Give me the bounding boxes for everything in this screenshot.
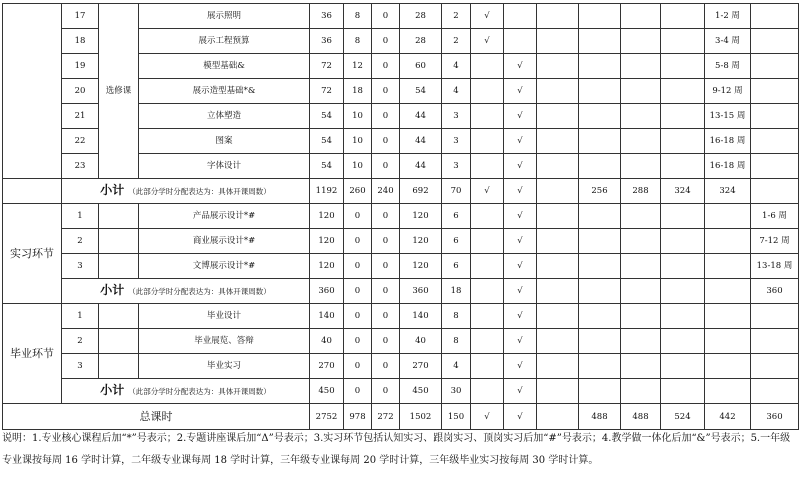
subtotal-empty xyxy=(661,379,705,404)
value-credits: 6 xyxy=(442,254,471,279)
value-test: √ xyxy=(504,104,537,129)
semester-cell xyxy=(621,54,661,79)
row-number: 2 xyxy=(62,329,99,354)
value-c1: 8 xyxy=(344,4,372,29)
subtotal-empty xyxy=(705,279,751,304)
semester-cell xyxy=(621,154,661,179)
semester-cell xyxy=(661,4,705,29)
subtotal-empty xyxy=(621,279,661,304)
grand-total-s6: 360 xyxy=(751,404,799,430)
value-c2: 0 xyxy=(372,54,400,79)
value-credits: 2 xyxy=(442,29,471,54)
value-test: √ xyxy=(504,329,537,354)
value-c2: 0 xyxy=(372,104,400,129)
semester-cell xyxy=(579,104,621,129)
value-c1: 10 xyxy=(344,129,372,154)
subtotal-exam: √ xyxy=(471,179,504,204)
semester-cell xyxy=(705,354,751,379)
semester-cell xyxy=(621,104,661,129)
semester-cell xyxy=(579,304,621,329)
value-c1: 8 xyxy=(344,29,372,54)
subtotal-empty xyxy=(579,379,621,404)
value-credits: 8 xyxy=(442,329,471,354)
semester-cell xyxy=(751,304,799,329)
value-c1: 10 xyxy=(344,104,372,129)
semester-cell xyxy=(621,229,661,254)
subtotal-label xyxy=(62,179,310,204)
subtotal-empty xyxy=(705,379,751,404)
subtotal-empty xyxy=(621,379,661,404)
semester-cell xyxy=(751,54,799,79)
semester-cell xyxy=(537,54,579,79)
subtotal-empty xyxy=(579,279,621,304)
row-number: 18 xyxy=(62,29,99,54)
value-credits: 6 xyxy=(442,229,471,254)
table-row xyxy=(3,4,799,29)
weeks-cell: 1-2 周 xyxy=(705,4,751,29)
semester-cell xyxy=(661,229,705,254)
grand-total-s4: 524 xyxy=(661,404,705,430)
semester-cell xyxy=(579,129,621,154)
blank-cell xyxy=(99,304,139,329)
value-c3: 54 xyxy=(400,79,442,104)
row-number: 22 xyxy=(62,129,99,154)
subtotal-title: 小计 xyxy=(100,183,125,197)
grand-total-total: 2752 xyxy=(310,404,344,430)
semester-cell xyxy=(661,104,705,129)
semester-cell xyxy=(621,329,661,354)
value-c1: 0 xyxy=(344,329,372,354)
semester-cell xyxy=(537,229,579,254)
semester-cell xyxy=(537,129,579,154)
course-name: 图案 xyxy=(139,129,310,154)
semester-cell xyxy=(705,329,751,354)
semester-cell xyxy=(661,79,705,104)
value-c3: 120 xyxy=(400,254,442,279)
semester-cell xyxy=(661,129,705,154)
value-credits: 8 xyxy=(442,304,471,329)
subtotal-c2: 240 xyxy=(372,179,400,204)
semester-cell xyxy=(537,354,579,379)
course-name: 字体设计 xyxy=(139,154,310,179)
value-total: 270 xyxy=(310,354,344,379)
value-test: √ xyxy=(504,304,537,329)
grand-total-test: √ xyxy=(504,404,537,430)
semester-cell xyxy=(621,29,661,54)
grand-total-c1: 978 xyxy=(344,404,372,430)
semester-cell xyxy=(751,154,799,179)
weeks-cell: 16-18 周 xyxy=(705,154,751,179)
semester-cell xyxy=(621,354,661,379)
semester-cell xyxy=(537,154,579,179)
subtotal-c1: 0 xyxy=(344,279,372,304)
weeks-cell: 13-15 周 xyxy=(705,104,751,129)
semester-cell xyxy=(537,4,579,29)
value-exam: √ xyxy=(471,29,504,54)
subtotal-c1: 0 xyxy=(344,379,372,404)
exam-cell xyxy=(471,329,504,354)
course-name: 毕业实习 xyxy=(139,354,310,379)
value-test: √ xyxy=(504,354,537,379)
semester-cell xyxy=(579,29,621,54)
semester-cell xyxy=(579,254,621,279)
semester-cell xyxy=(621,4,661,29)
blank-cell xyxy=(99,204,139,229)
table-row xyxy=(3,254,799,279)
grand-total-empty xyxy=(537,404,579,430)
grand-total-credits: 150 xyxy=(442,404,471,430)
semester-cell xyxy=(537,304,579,329)
value-c3: 28 xyxy=(400,4,442,29)
table-row xyxy=(3,329,799,354)
semester-cell xyxy=(579,54,621,79)
semester-cell xyxy=(705,304,751,329)
blank-cell xyxy=(99,229,139,254)
value-c2: 0 xyxy=(372,129,400,154)
course-name: 立体塑造 xyxy=(139,104,310,129)
grand-total-s3: 488 xyxy=(621,404,661,430)
subtotal-label xyxy=(62,379,310,404)
subtotal-empty xyxy=(537,279,579,304)
value-exam: √ xyxy=(471,4,504,29)
semester-cell xyxy=(537,79,579,104)
course-name: 展示照明 xyxy=(139,4,310,29)
value-c1: 0 xyxy=(344,254,372,279)
subtotal-title: 小计 xyxy=(100,283,125,297)
semester-cell xyxy=(537,104,579,129)
value-c1: 10 xyxy=(344,154,372,179)
value-c3: 60 xyxy=(400,54,442,79)
value-total: 120 xyxy=(310,254,344,279)
value-total: 40 xyxy=(310,329,344,354)
blank-cell xyxy=(99,354,139,379)
semester-cell xyxy=(579,204,621,229)
value-total: 36 xyxy=(310,4,344,29)
value-c1: 12 xyxy=(344,54,372,79)
value-test: √ xyxy=(504,154,537,179)
row-number: 1 xyxy=(62,304,99,329)
subtotal-c3: 692 xyxy=(400,179,442,204)
semester-cell xyxy=(579,154,621,179)
semester-cell xyxy=(621,79,661,104)
value-credits: 4 xyxy=(442,354,471,379)
blank-cell xyxy=(99,254,139,279)
category-blank-cell xyxy=(3,179,62,204)
value-credits: 2 xyxy=(442,4,471,29)
value-total: 72 xyxy=(310,54,344,79)
graduation-label: 毕业环节 xyxy=(3,304,62,404)
table-row xyxy=(3,229,799,254)
grand-total-c3: 1502 xyxy=(400,404,442,430)
value-c1: 0 xyxy=(344,204,372,229)
row-number: 21 xyxy=(62,104,99,129)
value-c3: 44 xyxy=(400,104,442,129)
value-c1: 18 xyxy=(344,79,372,104)
semester-cell xyxy=(661,329,705,354)
value-total: 120 xyxy=(310,229,344,254)
value-c2: 0 xyxy=(372,304,400,329)
weeks-cell: 13-18 周 xyxy=(751,254,799,279)
semester-cell xyxy=(705,254,751,279)
value-test: √ xyxy=(504,79,537,104)
value-c3: 28 xyxy=(400,29,442,54)
semester-cell xyxy=(579,79,621,104)
row-number: 23 xyxy=(62,154,99,179)
course-name: 商业展示设计*# xyxy=(139,229,310,254)
semester-cell xyxy=(661,154,705,179)
row-number: 3 xyxy=(62,254,99,279)
value-credits: 4 xyxy=(442,79,471,104)
value-c3: 40 xyxy=(400,329,442,354)
semester-cell xyxy=(537,254,579,279)
weeks-cell: 9-12 周 xyxy=(705,79,751,104)
semester-cell xyxy=(621,204,661,229)
course-name: 模型基础& xyxy=(139,54,310,79)
value-test: √ xyxy=(504,229,537,254)
value-credits: 3 xyxy=(442,104,471,129)
table-row xyxy=(3,179,799,204)
subtotal-c2: 0 xyxy=(372,379,400,404)
value-c1: 0 xyxy=(344,304,372,329)
table-row xyxy=(3,404,799,430)
course-name: 毕业展览、答辩 xyxy=(139,329,310,354)
value-c3: 44 xyxy=(400,129,442,154)
value-c1: 0 xyxy=(344,229,372,254)
exam-cell xyxy=(471,229,504,254)
value-total: 120 xyxy=(310,204,344,229)
course-name: 文博展示设计*# xyxy=(139,254,310,279)
weeks-cell: 1-6 周 xyxy=(751,204,799,229)
subtotal-empty xyxy=(751,379,799,404)
subtotal-credits: 18 xyxy=(442,279,471,304)
semester-cell xyxy=(537,329,579,354)
subtotal-title: 小计 xyxy=(100,383,125,397)
semester-cell xyxy=(751,129,799,154)
value-exam xyxy=(471,104,504,129)
semester-cell xyxy=(537,204,579,229)
value-c2: 0 xyxy=(372,4,400,29)
course-name: 展示造型基础*& xyxy=(139,79,310,104)
subtotal-empty xyxy=(537,379,579,404)
semester-cell xyxy=(661,204,705,229)
semester-cell xyxy=(661,54,705,79)
row-number: 1 xyxy=(62,204,99,229)
subtotal-c3: 450 xyxy=(400,379,442,404)
table-row xyxy=(3,379,799,404)
table-row xyxy=(3,304,799,329)
table-row xyxy=(3,279,799,304)
value-total: 36 xyxy=(310,29,344,54)
grand-total-label: 总课时 xyxy=(3,404,310,430)
row-number: 19 xyxy=(62,54,99,79)
value-total: 54 xyxy=(310,154,344,179)
semester-cell xyxy=(579,354,621,379)
semester-cell xyxy=(751,4,799,29)
exam-cell xyxy=(471,204,504,229)
subtotal-total: 450 xyxy=(310,379,344,404)
value-c2: 0 xyxy=(372,79,400,104)
value-total: 140 xyxy=(310,304,344,329)
value-c2: 0 xyxy=(372,329,400,354)
value-credits: 3 xyxy=(442,129,471,154)
course-name: 展示工程预算 xyxy=(139,29,310,54)
practice-label: 实习环节 xyxy=(3,204,62,304)
subtotal-s4: 324 xyxy=(661,179,705,204)
course-name: 产品展示设计*# xyxy=(139,204,310,229)
subtotal-test: √ xyxy=(504,279,537,304)
semester-cell xyxy=(751,329,799,354)
value-exam xyxy=(471,79,504,104)
row-number: 20 xyxy=(62,79,99,104)
subtotal-note: （此部分学时分配表达为：具体开课周数） xyxy=(128,287,271,296)
subtotal-empty xyxy=(471,379,504,404)
value-c1: 0 xyxy=(344,354,372,379)
semester-cell xyxy=(751,354,799,379)
semester-cell xyxy=(579,329,621,354)
value-test: √ xyxy=(504,129,537,154)
subtotal-total: 1192 xyxy=(310,179,344,204)
subtotal-test: √ xyxy=(504,179,537,204)
value-exam xyxy=(471,129,504,154)
value-test: √ xyxy=(504,254,537,279)
subtotal-empty xyxy=(537,179,579,204)
semester-cell xyxy=(661,354,705,379)
subtotal-credits: 30 xyxy=(442,379,471,404)
value-c2: 0 xyxy=(372,204,400,229)
value-c3: 140 xyxy=(400,304,442,329)
subtotal-s5: 324 xyxy=(705,179,751,204)
subtotal-total: 360 xyxy=(310,279,344,304)
grand-total-s2: 488 xyxy=(579,404,621,430)
semester-cell xyxy=(751,104,799,129)
value-total: 54 xyxy=(310,104,344,129)
semester-cell xyxy=(621,254,661,279)
table-row xyxy=(3,354,799,379)
subtotal-empty xyxy=(661,279,705,304)
value-test xyxy=(504,4,537,29)
table-row xyxy=(3,204,799,229)
exam-cell xyxy=(471,354,504,379)
semester-cell xyxy=(661,29,705,54)
course-name: 毕业设计 xyxy=(139,304,310,329)
subtotal-empty xyxy=(751,179,799,204)
footnote: 说明：1.专业核心课程后加“*”号表示；2.专题讲座课后加“Δ”号表示；3.实习环节包括认知实习、跟岗实习、顶岗实习后加“#”号表示；4.教学做一体化后加“&”号表示；5.一年级专业课按每周 16 学时计算，二年级专业课每周 18 学时计算，三年级专业课每周 20 学时计算，三年级毕业实习按每周 30 学时计算。 xyxy=(2,433,791,466)
subtotal-note: （此部分学时分配表达为：具体开课周数） xyxy=(128,187,271,196)
category-blank-cell xyxy=(3,4,62,179)
row-number: 17 xyxy=(62,4,99,29)
value-exam xyxy=(471,54,504,79)
subtotal-empty xyxy=(471,279,504,304)
semester-cell xyxy=(621,129,661,154)
grand-total-c2: 272 xyxy=(372,404,400,430)
semester-cell xyxy=(751,79,799,104)
semester-cell xyxy=(579,229,621,254)
value-exam xyxy=(471,154,504,179)
value-credits: 4 xyxy=(442,54,471,79)
semester-cell xyxy=(751,29,799,54)
weeks-cell: 5-8 周 xyxy=(705,54,751,79)
value-c2: 0 xyxy=(372,29,400,54)
blank-cell xyxy=(99,329,139,354)
value-test: √ xyxy=(504,204,537,229)
subtotal-c1: 260 xyxy=(344,179,372,204)
grand-total-s5: 442 xyxy=(705,404,751,430)
value-credits: 3 xyxy=(442,154,471,179)
weeks-cell: 3-4 周 xyxy=(705,29,751,54)
weeks-cell: 16-18 周 xyxy=(705,129,751,154)
exam-cell xyxy=(471,254,504,279)
row-number: 2 xyxy=(62,229,99,254)
value-c2: 0 xyxy=(372,229,400,254)
exam-cell xyxy=(471,304,504,329)
value-c3: 120 xyxy=(400,204,442,229)
semester-cell xyxy=(705,229,751,254)
semester-cell xyxy=(661,304,705,329)
subtotal-c3: 360 xyxy=(400,279,442,304)
value-total: 54 xyxy=(310,129,344,154)
subtotal-s2: 256 xyxy=(579,179,621,204)
elective-label: 选修课 xyxy=(99,4,139,179)
semester-cell xyxy=(661,254,705,279)
value-c2: 0 xyxy=(372,154,400,179)
value-total: 72 xyxy=(310,79,344,104)
value-test xyxy=(504,29,537,54)
subtotal-s3: 288 xyxy=(621,179,661,204)
subtotal-test: √ xyxy=(504,379,537,404)
value-test: √ xyxy=(504,54,537,79)
subtotal-note: （此部分学时分配表达为：具体开课周数） xyxy=(128,387,271,396)
value-c3: 270 xyxy=(400,354,442,379)
value-c3: 44 xyxy=(400,154,442,179)
subtotal-label xyxy=(62,279,310,304)
curriculum-table xyxy=(2,3,799,430)
value-c2: 0 xyxy=(372,354,400,379)
value-c3: 120 xyxy=(400,229,442,254)
row-number: 3 xyxy=(62,354,99,379)
subtotal-c2: 0 xyxy=(372,279,400,304)
weeks-cell: 7-12 周 xyxy=(751,229,799,254)
semester-cell xyxy=(579,4,621,29)
value-credits: 6 xyxy=(442,204,471,229)
semester-cell xyxy=(705,204,751,229)
semester-cell xyxy=(537,29,579,54)
subtotal-credits: 70 xyxy=(442,179,471,204)
semester-cell xyxy=(621,304,661,329)
subtotal-s6: 360 xyxy=(751,279,799,304)
value-c2: 0 xyxy=(372,254,400,279)
grand-total-exam: √ xyxy=(471,404,504,430)
